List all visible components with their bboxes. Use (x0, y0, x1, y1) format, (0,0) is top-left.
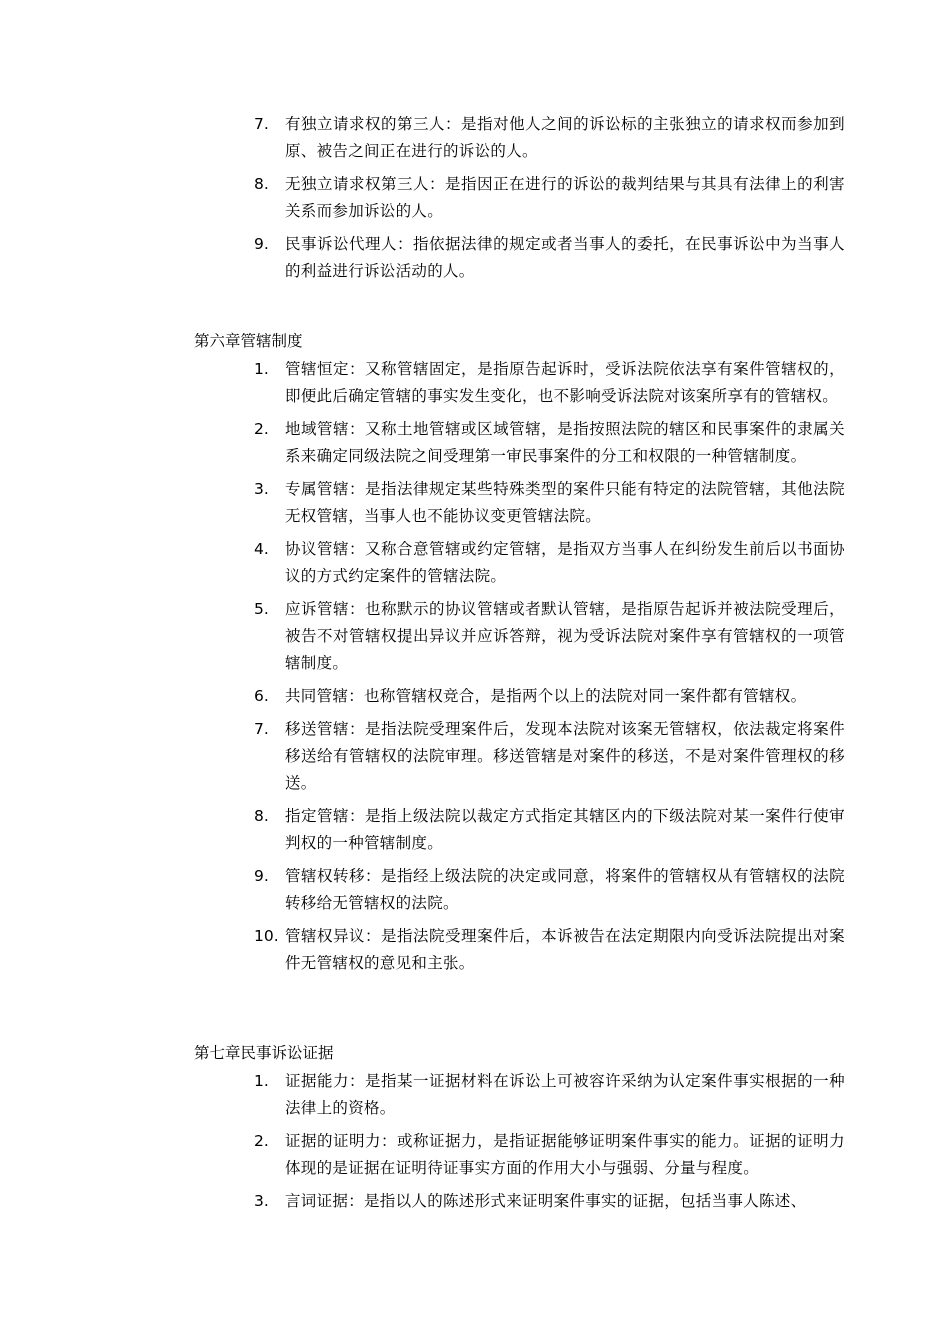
item-text: 民事诉讼代理人：指依据法律的规定或者当事人的委托，在民事诉讼中为当事人的利益进行诉讼活动的人。 (285, 235, 845, 280)
list-item (0, 356, 845, 410)
item-text: 证据的证明力：或称证据力，是指证据能够证明案件事实的能力。证据的证明力体现的是证据在证明待证事实方面的作用大小与强弱、分量与程度。 (285, 1132, 845, 1177)
list-item (0, 716, 845, 797)
list-item (0, 863, 845, 917)
party-definitions-list (0, 111, 845, 291)
list-item (0, 231, 845, 285)
list-item (0, 1068, 845, 1122)
item-number: 9. (254, 867, 269, 885)
item-text: 管辖权异议：是指法院受理案件后，本诉被告在法定期限内向受诉法院提出对案件无管辖权的意见和主张。 (285, 927, 845, 972)
list-item (0, 596, 845, 677)
list-item (0, 1128, 845, 1182)
item-number: 2. (254, 420, 269, 438)
item-number: 9. (254, 235, 269, 253)
item-number: 3. (254, 480, 269, 498)
item-text: 无独立请求权第三人：是指因正在进行的诉讼的裁判结果与其具有法律上的利害关系而参加诉讼的人。 (285, 175, 845, 220)
item-text: 协议管辖：又称合意管辖或约定管辖，是指双方当事人在纠纷发生前后以书面协议的方式约定案件的管辖法院。 (285, 540, 845, 585)
item-number: 1. (254, 360, 269, 378)
list-item (0, 476, 845, 530)
item-number: 5. (254, 600, 269, 618)
item-text: 有独立请求权的第三人：是指对他人之间的诉讼标的主张独立的请求权而参加到原、被告之间正在进行的诉讼的人。 (285, 115, 845, 160)
item-number: 7. (254, 115, 269, 133)
item-number: 6. (254, 687, 269, 705)
item-number: 10. (254, 927, 279, 945)
chapter-7-heading: 第七章民事诉讼证据 (194, 1044, 334, 1062)
item-text: 地域管辖：又称土地管辖或区域管辖，是指按照法院的辖区和民事案件的隶属关系来确定同级法院之间受理第一审民事案件的分工和权限的一种管辖制度。 (285, 420, 845, 465)
item-number: 8. (254, 807, 269, 825)
item-text: 应诉管辖：也称默示的协议管辖或者默认管辖，是指原告起诉并被法院受理后，被告不对管辖权提出异议并应诉答辩，视为受诉法院对案件享有管辖权的一项管辖制度。 (285, 600, 845, 672)
chapter-6-heading: 第六章管辖制度 (194, 332, 303, 350)
item-text: 言词证据：是指以人的陈述形式来证明案件事实的证据，包括当事人陈述、 (285, 1192, 807, 1210)
list-item (0, 803, 845, 857)
item-text: 移送管辖：是指法院受理案件后，发现本法院对该案无管辖权，依法裁定将案件移送给有管辖权的法院审理。移送管辖是对案件的移送，不是对案件管理权的移送。 (285, 720, 845, 792)
list-item (0, 536, 845, 590)
list-item (0, 111, 845, 165)
list-item (0, 171, 845, 225)
item-text: 共同管辖：也称管辖权竞合，是指两个以上的法院对同一案件都有管辖权。 (285, 687, 807, 705)
item-text: 指定管辖：是指上级法院以裁定方式指定其辖区内的下级法院对某一案件行使审判权的一种管辖制度。 (285, 807, 845, 852)
evidence-definitions-list (0, 1068, 845, 1221)
item-number: 1. (254, 1072, 269, 1090)
list-item (0, 1188, 845, 1215)
item-number: 7. (254, 720, 269, 738)
item-text: 证据能力：是指某一证据材料在诉讼上可被容许采纳为认定案件事实根据的一种法律上的资格。 (285, 1072, 845, 1117)
item-text: 专属管辖：是指法律规定某些特殊类型的案件只能有特定的法院管辖，其他法院无权管辖，当事人也不能协议变更管辖法院。 (285, 480, 845, 525)
item-number: 3. (254, 1192, 269, 1210)
item-number: 2. (254, 1132, 269, 1150)
item-number: 4. (254, 540, 269, 558)
item-text: 管辖恒定：又称管辖固定，是指原告起诉时，受诉法院依法享有案件管辖权的，即便此后确定管辖的事实发生变化，也不影响受诉法院对该案所享有的管辖权。 (285, 360, 845, 405)
list-item (0, 416, 845, 470)
item-number: 8. (254, 175, 269, 193)
list-item (0, 683, 845, 710)
item-text: 管辖权转移：是指经上级法院的决定或同意，将案件的管辖权从有管辖权的法院转移给无管辖权的法院。 (285, 867, 845, 912)
list-item (0, 923, 845, 977)
jurisdiction-definitions-list (0, 356, 845, 983)
